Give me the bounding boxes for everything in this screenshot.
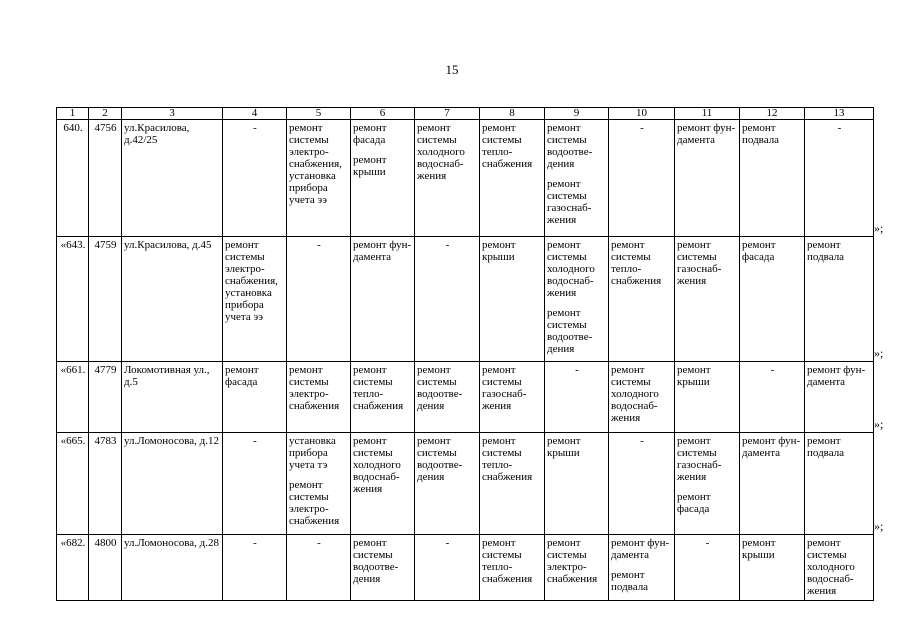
work-cell [223,237,287,362]
cell-text: ремонт системы электро-снабжения [547,537,598,585]
object-code-cell [89,237,122,362]
work-cell [480,535,545,601]
cell-text: ремонт фун-дамента [677,122,736,146]
column-number-11: 11 [675,108,740,120]
address-cell [122,433,223,535]
work-cell [351,362,415,433]
work-cell [415,535,480,601]
work-cell [415,237,480,362]
column-number-10: 10 [609,108,675,120]
cell-text: ремонт системы холодного водоснаб-жения [547,239,595,299]
work-cell [805,433,874,535]
cell-text: 640. [63,122,83,134]
address-cell [122,535,223,601]
cell-text: 4800 [94,537,117,549]
address-cell [122,362,223,433]
work-cell [740,120,805,237]
work-cell [545,433,609,535]
work-cell [609,362,675,433]
work-cell [287,362,351,433]
cell-text: 4759 [94,239,117,251]
cell-text: ремонт подвала [611,569,649,593]
object-code-cell [89,120,122,237]
work-cell [287,433,351,535]
cell-text: ремонт системы водоотве-дения [353,537,399,585]
work-cell [351,433,415,535]
work-cell [609,433,675,535]
cell-text: ул.Красилова, д.42/25 [124,122,190,146]
work-cell [287,237,351,362]
cell-text: ремонт подвала [807,239,845,263]
cell-text: ремонт фасада [677,491,711,515]
cell-text: «682. [60,537,86,549]
cell-text: - [253,435,257,447]
cell-text: ремонт крыши [353,154,387,178]
column-number-8: 8 [480,108,545,120]
cell-text: ремонт системы тепло-снабжения [611,239,662,287]
row-closing-quote: »; [874,519,884,533]
column-number-row [57,108,874,120]
work-cell [609,120,675,237]
column-number-7: 7 [415,108,480,120]
work-cell [351,120,415,237]
cell-text: ремонт системы холодного водоснаб-жения [807,537,855,597]
cell-text: 4783 [94,435,117,447]
table-row [57,535,874,601]
work-cell [545,120,609,237]
object-code-cell [89,433,122,535]
cell-text: «665. [60,435,86,447]
cell-text: ремонт системы электро-снабжения, установка прибора учета ээ [289,122,342,206]
address-cell [122,237,223,362]
cell-text: - [317,239,321,251]
cell-text: ремонт системы газоснаб-жения [547,178,592,226]
cell-text: ул.Красилова, д.45 [124,239,212,251]
table-row [57,433,874,535]
cell-text: 4779 [94,364,117,376]
work-cell [287,535,351,601]
cell-text: ремонт системы электро-снабжения [289,364,340,412]
cell-text: ремонт фун-дамента [611,537,670,561]
table-row [57,120,874,237]
cell-text: ремонт системы холодного водоснаб-жения [353,435,401,495]
work-cell [351,535,415,601]
cell-text: ремонт подвала [742,122,780,146]
row-closing-quote: »; [874,221,884,235]
cell-text: ремонт системы водоотве-дения [547,307,593,355]
cell-text: - [705,537,710,549]
object-code-cell [89,535,122,601]
cell-text: - [640,122,644,134]
cell-text: «643. [60,239,86,251]
work-cell [805,535,874,601]
row-closing-quote: »; [874,417,884,431]
work-cell [415,120,480,237]
repair-schedule-table [56,107,874,601]
cell-text: - [445,537,450,549]
work-cell [609,237,675,362]
work-cell [805,362,874,433]
table-row [57,362,874,433]
table-row [57,237,874,362]
work-cell [223,433,287,535]
work-cell [675,535,740,601]
cell-text: - [253,537,257,549]
page-number: 15 [445,62,459,77]
cell-text: - [837,122,842,134]
work-cell [480,362,545,433]
cell-text: ремонт системы тепло-снабжения [482,537,533,585]
cell-text: ремонт системы водоотве-дения [417,364,463,412]
cell-text: ремонт системы холодного водоснаб-жения [417,122,465,182]
cell-text: ремонт системы холодного водоснаб-жения [611,364,659,424]
work-cell [287,120,351,237]
cell-text: ул.Ломоносова, д.12 [124,435,220,447]
cell-text: ремонт фун-дамента [353,239,412,263]
work-cell [545,535,609,601]
cell-text: - [445,239,450,251]
cell-text: ремонт крыши [742,537,776,561]
cell-text: ремонт системы газоснаб-жения [677,435,722,483]
column-number-5: 5 [287,108,351,120]
work-cell [740,237,805,362]
work-cell [480,237,545,362]
work-cell [415,433,480,535]
work-cell [223,120,287,237]
column-number-6: 6 [351,108,415,120]
cell-text: - [253,122,257,134]
object-code-cell [89,362,122,433]
work-cell [223,535,287,601]
work-cell [740,433,805,535]
cell-text: - [317,537,321,549]
cell-text: - [640,435,644,447]
row-number-cell [57,237,89,362]
cell-text: ремонт подвала [807,435,845,459]
cell-text: ремонт системы электро-снабжения [289,479,340,527]
cell-text: - [575,364,579,376]
row-number-cell [57,120,89,237]
cell-text: ремонт системы тепло-снабжения [353,364,404,412]
cell-text: ремонт системы электро-снабжения, установка прибора учета ээ [225,239,278,323]
cell-text: ремонт фасада [353,122,387,146]
cell-text: ремонт фун-дамента [742,435,801,459]
cell-text: ремонт системы водоотве-дения [547,122,593,170]
cell-text: - [770,364,775,376]
work-cell [609,535,675,601]
column-number-13: 13 [805,108,874,120]
work-cell [675,237,740,362]
work-cell [675,120,740,237]
cell-text: ремонт крыши [547,435,581,459]
row-number-cell [57,433,89,535]
cell-text: ремонт системы тепло-снабжения [482,435,533,483]
cell-text: ремонт системы тепло-снабжения [482,122,533,170]
cell-text: «661. [60,364,86,376]
cell-text: ул.Ломоносова, д.28 [124,537,220,549]
work-cell [675,433,740,535]
work-cell [415,362,480,433]
cell-text: 4756 [94,122,117,134]
row-closing-quote: »; [874,346,884,360]
column-number-12: 12 [740,108,805,120]
cell-text: ремонт крыши [677,364,711,388]
work-cell [480,120,545,237]
cell-text: ремонт фасада [742,239,776,263]
work-cell [351,237,415,362]
column-number-2: 2 [89,108,122,120]
work-cell [740,362,805,433]
column-number-3: 3 [122,108,223,120]
cell-text: ремонт системы газоснаб-жения [482,364,527,412]
work-cell [805,120,874,237]
column-number-9: 9 [545,108,609,120]
work-cell [480,433,545,535]
cell-text: установка прибора учета тэ [289,435,336,471]
work-cell [545,237,609,362]
cell-text: ремонт системы водоотве-дения [417,435,463,483]
row-number-cell [57,362,89,433]
work-cell [545,362,609,433]
work-cell [805,237,874,362]
cell-text: ремонт крыши [482,239,516,263]
work-cell [740,535,805,601]
cell-text: ремонт системы газоснаб-жения [677,239,722,287]
row-number-cell [57,535,89,601]
column-number-4: 4 [223,108,287,120]
column-number-1: 1 [57,108,89,120]
cell-text: Локомотивная ул., д.5 [124,364,210,388]
work-cell [223,362,287,433]
cell-text: ремонт фасада [225,364,259,388]
work-cell [675,362,740,433]
address-cell [122,120,223,237]
cell-text: ремонт фун-дамента [807,364,866,388]
